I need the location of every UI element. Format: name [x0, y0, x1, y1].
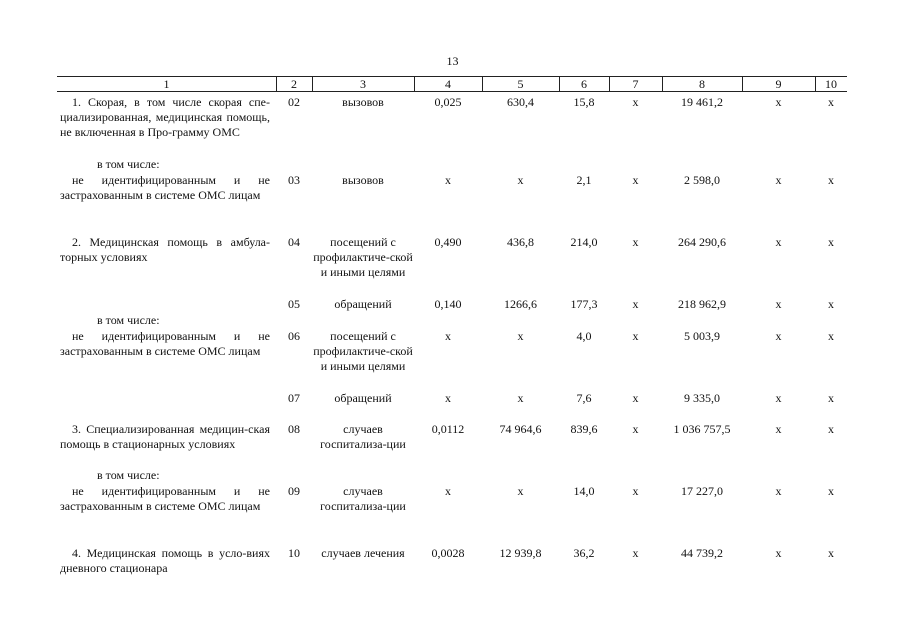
value-cell: 12 939,8	[499, 546, 542, 560]
column-header: 7	[632, 77, 639, 91]
column-header: 10	[825, 77, 837, 91]
value-cell: 7,6	[576, 391, 592, 405]
value-cell: х	[632, 484, 639, 498]
row-code: 10	[288, 546, 300, 560]
value-cell: 44 739,2	[681, 546, 723, 560]
value-cell: 9 335,0	[684, 391, 720, 405]
value-cell: 19 461,2	[681, 95, 723, 109]
value-cell: х	[775, 546, 782, 560]
row-code: 09	[288, 484, 300, 498]
value-cell: х	[775, 329, 782, 343]
value-cell: х	[775, 95, 782, 109]
value-cell: 5 003,9	[684, 329, 720, 343]
row-code: 04	[288, 235, 300, 249]
value-cell: х	[517, 484, 524, 498]
value-cell: х	[445, 329, 451, 343]
row-description: не идентифицированным и не застрахованным в системе ОМС лицам	[60, 484, 270, 513]
unit-cell: вызовов	[342, 173, 384, 187]
row-description: 2. Медицинская помощь в амбула-торных условиях	[60, 235, 270, 264]
value-cell: х	[775, 297, 782, 311]
value-cell: 214,0	[570, 235, 598, 249]
value-cell: 218 962,9	[678, 297, 726, 311]
value-cell: 74 964,6	[499, 422, 542, 436]
unit-cell: посещений с профилактиче-ской и иными целями	[313, 235, 413, 279]
value-cell: х	[632, 297, 639, 311]
column-header: 1	[163, 77, 170, 91]
value-cell: х	[775, 173, 782, 187]
column-header: 3	[360, 77, 366, 91]
value-cell: х	[445, 484, 451, 498]
value-cell: х	[828, 329, 834, 343]
row-description: не идентифицированным и не застрахованным в системе ОМС лицам	[60, 329, 270, 358]
column-header: 2	[291, 77, 297, 91]
row-description: 4. Медицинская помощь в усло-виях дневного стационара	[60, 546, 270, 575]
unit-cell: случаев госпитализа-ции	[320, 422, 406, 451]
unit-cell: случаев лечения	[321, 546, 405, 560]
column-header: 4	[445, 77, 451, 91]
value-cell: 1 036 757,5	[673, 422, 731, 436]
unit-cell: обращений	[334, 297, 392, 311]
row-description: 3. Специализированная медицин-ская помощь в стационарных условиях	[60, 422, 270, 451]
value-cell: х	[828, 422, 834, 436]
column-header: 8	[699, 77, 705, 91]
value-cell: 0,025	[434, 95, 462, 109]
value-cell: х	[632, 422, 639, 436]
subitem-label: в том числе:	[97, 313, 160, 327]
value-cell: х	[632, 546, 639, 560]
row-code: 07	[288, 391, 300, 405]
subitem-label: в том числе:	[97, 157, 160, 171]
page-number: 13	[446, 54, 459, 68]
column-header: 6	[581, 77, 587, 91]
value-cell: х	[517, 173, 524, 187]
value-cell: х	[828, 235, 834, 249]
value-cell: х	[632, 391, 639, 405]
subitem-label: в том числе:	[97, 468, 160, 482]
value-cell: 0,490	[434, 235, 462, 249]
value-cell: 2 598,0	[684, 173, 720, 187]
value-cell: х	[632, 95, 639, 109]
table-header-rule	[57, 91, 847, 92]
value-cell: 264 290,6	[678, 235, 726, 249]
value-cell: 36,2	[573, 546, 595, 560]
value-cell: х	[445, 173, 451, 187]
column-header: 9	[775, 77, 782, 91]
value-cell: х	[517, 391, 524, 405]
row-code: 08	[288, 422, 300, 436]
value-cell: 0,0112	[431, 422, 465, 436]
value-cell: х	[632, 235, 639, 249]
row-description: 1. Скорая, в том числе скорая спе-циализированная, медицинская помощь, не включенная в Про-грамму ОМС	[60, 95, 270, 139]
value-cell: 630,4	[507, 95, 534, 109]
value-cell: 15,8	[573, 95, 595, 109]
row-code: 06	[288, 329, 300, 343]
unit-cell: посещений с профилактиче-ской и иными целями	[313, 329, 413, 373]
value-cell: х	[828, 484, 834, 498]
value-cell: х	[828, 546, 834, 560]
unit-cell: вызовов	[342, 95, 384, 109]
row-description: не идентифицированным и не застрахованным в системе ОМС лицам	[60, 173, 270, 202]
value-cell: х	[775, 391, 782, 405]
value-cell: х	[775, 235, 782, 249]
value-cell: 839,6	[570, 422, 598, 436]
value-cell: 17 227,0	[681, 484, 723, 498]
value-cell: х	[828, 95, 834, 109]
row-code: 02	[288, 95, 300, 109]
value-cell: 0,140	[434, 297, 462, 311]
unit-cell: обращений	[334, 391, 392, 405]
value-cell: 1266,6	[504, 297, 537, 311]
value-cell: х	[517, 329, 524, 343]
table-top-rule	[57, 76, 847, 77]
unit-cell: случаев госпитализа-ции	[320, 484, 406, 513]
value-cell: 14,0	[573, 484, 595, 498]
value-cell: х	[632, 329, 639, 343]
value-cell: 177,3	[570, 297, 598, 311]
column-header: 5	[517, 77, 524, 91]
value-cell: х	[828, 173, 834, 187]
value-cell: х	[632, 173, 639, 187]
value-cell: х	[828, 297, 834, 311]
value-cell: 0,0028	[431, 546, 465, 560]
value-cell: 4,0	[576, 329, 592, 343]
value-cell: х	[775, 422, 782, 436]
value-cell: х	[828, 391, 834, 405]
row-code: 05	[288, 297, 300, 311]
value-cell: 2,1	[576, 173, 592, 187]
value-cell: 436,8	[507, 235, 534, 249]
value-cell: х	[775, 484, 782, 498]
value-cell: х	[445, 391, 451, 405]
row-code: 03	[288, 173, 300, 187]
